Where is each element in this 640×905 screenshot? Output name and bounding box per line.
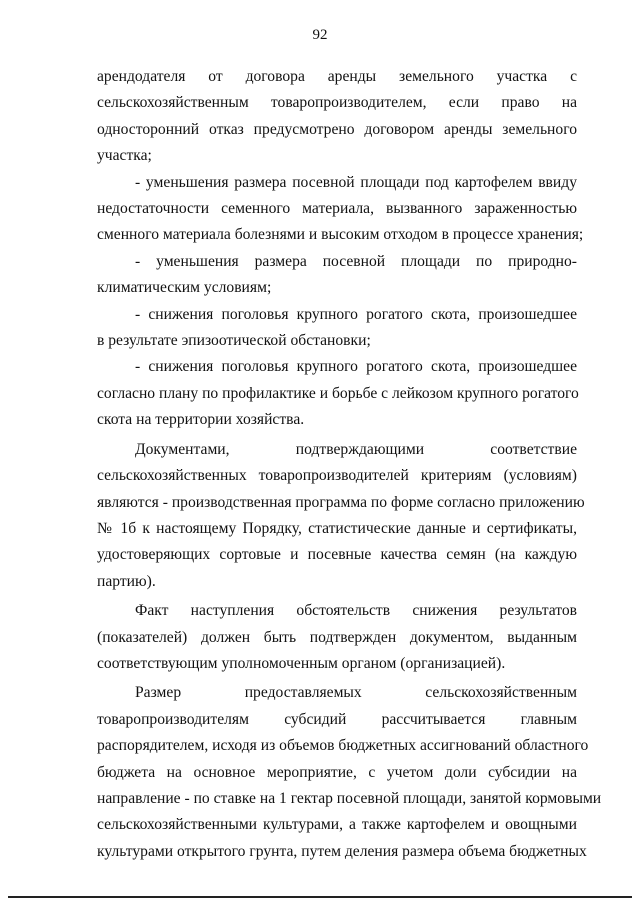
text-line: являются - производственная программа по форме согласно приложению — [97, 493, 585, 511]
text-line: распорядителем, исходя из объемов бюджетных ассигнований областного — [97, 737, 589, 755]
text-line: - уменьшения размера посевной площади под картофелем ввиду — [135, 173, 577, 191]
text-line: бюджета на основное мероприятие, с учетом доли субсидии на — [97, 763, 577, 781]
text-line: - снижения поголовья крупного рогатого скота, произошедшее — [135, 358, 577, 376]
text-line: партию). — [97, 572, 156, 590]
text-line: - снижения поголовья крупного рогатого скота, произошедшее — [135, 305, 577, 323]
text-line: Размер предоставляемых сельскохозяйственным — [135, 684, 577, 702]
text-line: культурами открытого грунта, путем деления размера объема бюджетных — [97, 842, 587, 860]
text-line: сельскохозяйственными культурами, а также картофелем и овощными — [97, 816, 577, 834]
text-line: в результате эпизоотической обстановки; — [97, 332, 371, 350]
text-line: скота на территории хозяйства. — [97, 411, 305, 429]
text-line: климатическим условиям; — [97, 279, 272, 297]
text-line: недостаточности семенного материала, вызванного зараженностью — [97, 200, 577, 218]
text-line: участка; — [97, 147, 152, 165]
document-body — [97, 64, 602, 865]
text-line: удостоверяющих сортовые и посевные качества семян (на каждую — [97, 546, 577, 564]
text-line: сменного материала болезнями и высоким отходом в процессе хранения; — [97, 226, 584, 244]
text-line: согласно плану по профилактике и борьбе с лейкозом крупного рогатого — [97, 384, 579, 402]
text-line: - уменьшения размера посевной площади по природно- — [135, 252, 577, 270]
text-line: Документами, подтверждающими соответствие — [135, 440, 577, 458]
text-line: арендодателя от договора аренды земельного участка с — [97, 68, 577, 85]
text-line: односторонний отказ предусмотрено договором аренды земельного — [97, 120, 577, 138]
text-line: (показателей) должен быть подтвержден документом, выданным — [97, 628, 577, 646]
text-line: сельскохозяйственным товаропроизводителем, если право на — [97, 94, 577, 112]
text-line: соответствующим уполномоченным органом (организацией). — [97, 654, 506, 672]
text-line: № 1б к настоящему Порядку, статистические данные и сертификаты, — [97, 519, 577, 537]
text-line: направление - по ставке на 1 гектар посевной площади, занятой кормовыми — [97, 789, 602, 807]
text-line: сельскохозяйственных товаропроизводителей критериям (условиям) — [97, 467, 577, 485]
text-line: Факт наступления обстоятельств снижения результатов — [135, 602, 577, 620]
page-number: 92 — [312, 27, 328, 43]
bottom-rule — [8, 896, 632, 898]
text-line: товаропроизводителям субсидий рассчитывается главным — [97, 710, 577, 728]
